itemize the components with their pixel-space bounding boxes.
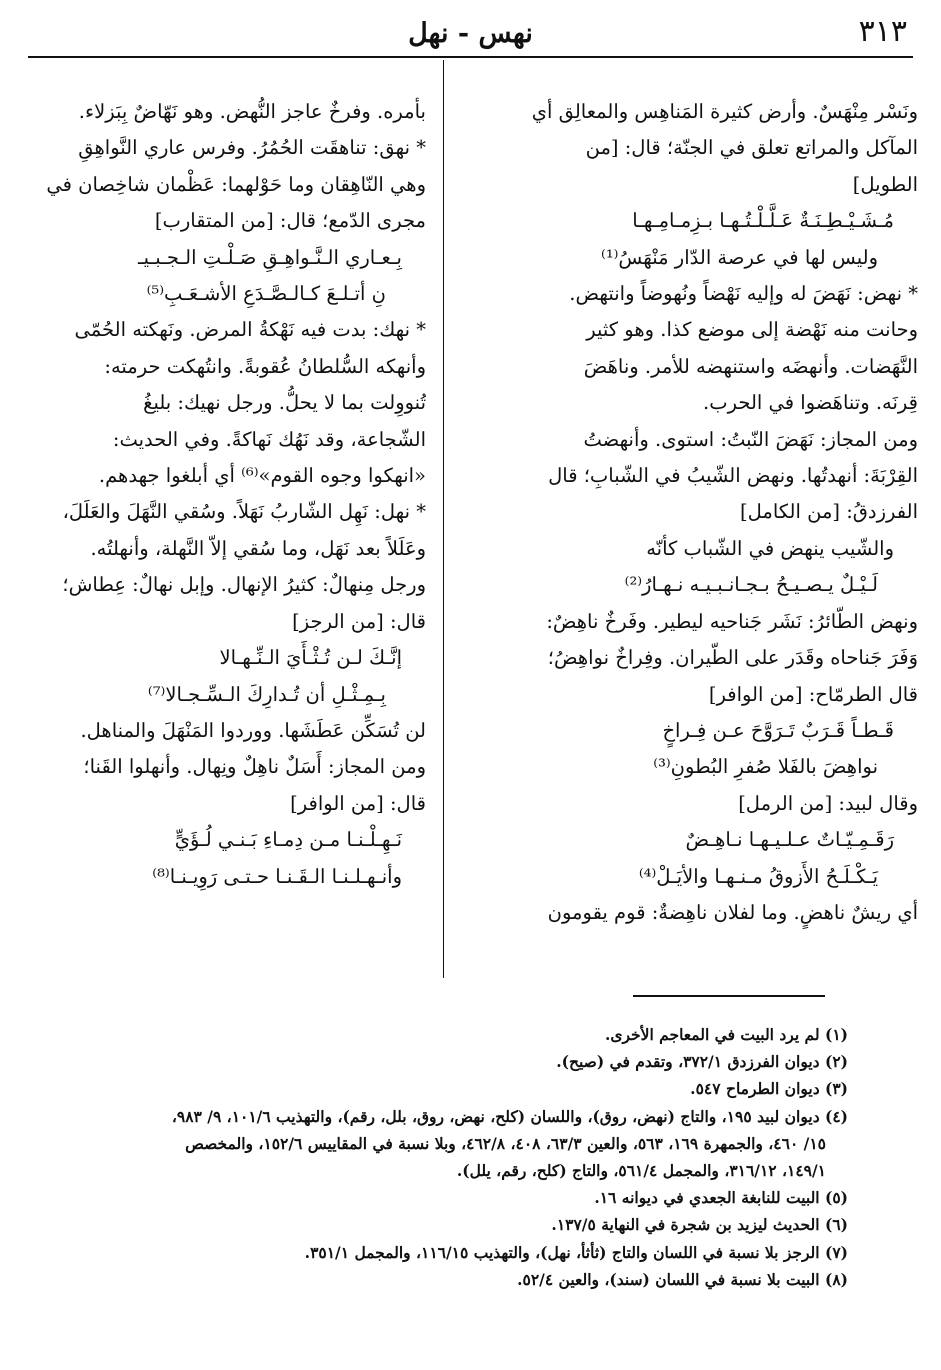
text-line: وعَلَلاً بعد نَهَل، وما سُقي إلاّ النَّهلة، وأنهلتُه. <box>90 536 426 560</box>
verse-line: يَـكْـلَـحُ الأَزوقُ مـنـهـا والأيَـلْ⁽⁴⁾ <box>638 864 878 888</box>
verse-line: قَـطـاً قَـرَبٌ تَـرَوَّحَ عـن فِـراخٍ <box>662 718 894 742</box>
text-line: * نهك: بدت فيه نَهْكةُ المرض. ونَهكته الحُمّى <box>74 318 426 342</box>
footnote: (٧) الرجز بلا نسبة في اللسان والتاج (ثأثأ، نهل)، والتهذيب ١١٦/١٥، والمجمل ٣٥١/١. <box>304 1242 848 1262</box>
verse-line: إنَّـكَ لـن تُـثْـأَيَ الـنِّـهـالا <box>219 646 402 670</box>
footnote: (٢) ديوان الفرزدق ٣٧٢/١، وتقدم في (صيح). <box>556 1052 848 1072</box>
left-column <box>46 94 426 895</box>
footnote: (٤) ديوان لبيد ١٩٥، والتاج (نهض، روق)، واللسان (كلح، نهض، روق، بلل، رقم)، والتهذيب ١٠١/٦، ٩/ ٩٨٣، <box>171 1106 848 1126</box>
text-line: قال الطرمّاح: [من الوافر] <box>708 682 918 706</box>
verse-line: لَـيْـلٌ يـصـيـحُ بـجـانـبـيـه نـهـارُ⁽²⁾ <box>624 573 878 597</box>
text-line: مجرى الدّمع؛ قال: [من المتقارب] <box>154 209 426 233</box>
text-line: تُنووِلت بما لا يحلُّ. ورجل نهيك: بليغُ <box>143 391 426 415</box>
text-line: وهي النّاهِقان وما حَوْلهما: عَظْمان شاخِصان في <box>46 172 426 196</box>
header-rule <box>28 56 913 58</box>
verse-line: نواهِضَ بالفَلا صُفرِ البُطونِ⁽³⁾ <box>653 755 878 779</box>
verse-line: وليس لها في عرصة الدّار مَنْهَسُ⁽¹⁾ <box>601 245 878 269</box>
text-line: ومن المجاز: نَهَضَ النّبتُ: استوى. وأنهضتُ <box>583 427 918 451</box>
text-line: * نهل: نَهِل الشّاربُ نَهَلاً. وسُقي النَّهَلَ والعَلَلَ، <box>62 500 426 524</box>
text-line: بأمره. وفرخٌ عاجز النُّهض. وهو نَهّاضٌ بِبَزلاء. <box>78 100 426 123</box>
text-line: الطويل] <box>852 172 918 196</box>
text-line: الفرزدقُ: [من الكامل] <box>740 500 918 524</box>
right-column <box>458 94 918 931</box>
text-line: وَفَرَ جَناحاه وقَدَر على الطّيران. وفِراخٌ نواهِضُ؛ <box>547 646 918 670</box>
footnote: (١) لم يرد البيت في المعاجم الأخرى. <box>604 1025 848 1044</box>
verse-line: نَـهِـلْـنـا مـن دِمـاءِ بَـنـي لُـؤَيٍّ <box>174 828 402 852</box>
footnote: (٨) البيت بلا نسبة في اللسان (سند)، والعين ٥٢/٤. <box>517 1269 848 1289</box>
verse-line: وأنـهـلـنـا الـقَـنـا حـتـى رَوِيـنـا⁽⁸⁾ <box>152 864 402 888</box>
footnote-continuation: ١٤٩/١، ٣١٦/١٢، والمجمل ٥٦١/٤، والتاج (كلح، رقم، يلل). <box>456 1161 826 1181</box>
text-line: لن تُسَكِّن عَطَشَها. ووردوا المَنْهَلَ والمناهل. <box>80 718 426 742</box>
page-number: ٣١٣ <box>858 14 907 49</box>
verse-line: نِ أتـلـعَ كـالـصَّـدَعِ الأشـعَـبِ⁽⁵⁾ <box>146 282 386 306</box>
text-line: قال: [من الرجز] <box>292 609 426 633</box>
footnote: (٦) الحديث ليزيد بن شجرة في النهاية ١٣٧/٥. <box>551 1215 848 1235</box>
text-line: وقال لبيد: [من الرمل] <box>738 791 918 815</box>
text-line: * نهق: تناهقَت الحُمُرُ. وفرس عاري النَّواهِقِ <box>78 136 426 160</box>
text-line: قال: [من الوافر] <box>290 791 426 815</box>
text-line: ونهض الطّائرُ: نَشَر جَناحيه ليطير. وفَرخٌ ناهِضٌ: <box>546 609 918 633</box>
text-line: ومن المجاز: أَسَلٌ ناهِلٌ ونِهال. وأنهلوا القَنا؛ <box>83 755 426 779</box>
verse-line: والشّيب ينهض في الشّباب كأنّه <box>646 536 894 560</box>
text-line: ورجل مِنهالٌ: كثيرُ الإنهال. وإبل نهالٌ: عِطاش؛ <box>62 573 426 597</box>
text-line: قِرنَه. وتناهَضوا في الحرب. <box>703 391 918 415</box>
footnote: (٣) ديوان الطرماح ٥٤٧. <box>690 1079 848 1099</box>
text-line: القِرْبَةَ: أنهدتُها. ونهض الشّيبُ في الشّبابِ؛ قال <box>548 464 918 488</box>
footnote-separator <box>633 995 825 997</box>
footnote-continuation: ١٥/ ٤٦٠، والجمهرة ١٦٩، ٥٦٣، والعين ٦٣/٣، ٤٠٨، ٤٦٢/٨، وبلا نسبة في المقاييس ١٥٢/٦، والمخصص <box>185 1133 826 1153</box>
footnote: (٥) البيت للنابغة الجعدي في ديوانه ١٦. <box>594 1188 848 1208</box>
text-line: المآكل والمراتع تعلق في الجنّة؛ قال: [من <box>585 136 918 160</box>
page-title: نهس - نهل <box>408 18 533 49</box>
text-line: الشّجاعة، وقد نَهُك نَهاكةً. وفي الحديث: <box>112 427 426 451</box>
text-line: «انهكوا وجوه القوم»⁽⁶⁾ أي أبلغوا جهدهم. <box>98 464 426 488</box>
text-line: وحانت منه نَهْضة إلى موضع كذا. وهو كثير <box>586 318 918 342</box>
text-line: ونَسْر مِنْهَسٌ. وأرض كثيرة المَناهِس والمعالِق أي <box>531 100 918 123</box>
column-divider <box>443 60 444 978</box>
text-line: * نهض: نَهَضَ له وإليه نَهْضاً ونُهوضاً وانتهض. <box>569 282 918 306</box>
verse-line: رَقَـمِـيّـاتٌ عـلـيـهـا نـاهِـضٌ <box>685 828 894 852</box>
text-line: أي ريشٌ ناهضٍ. وما لفلان ناهِضةٌ: قوم يقومون <box>547 900 918 924</box>
verse-line: بِـمِـثْـلِ أن تُـدارِكَ الـسِّـجـالا⁽⁷⁾ <box>147 682 386 706</box>
page-header <box>28 10 913 58</box>
verse-line: بِـعـاري الـنَّـواهِـقِ صَـلْـتِ الـجـبـيـ <box>137 245 402 269</box>
verse-line: مُـشَـيْـطِـنَـةٌ عَـلَّـلْـتُـهـا بـزِمـامِـهـا <box>632 209 894 233</box>
text-line: النَّهَضات. وأنهضَه واستنهضه للأمر. وناهَضَ <box>583 354 918 378</box>
footnotes <box>38 1021 848 1293</box>
text-line: وأنهكه السُّلطانُ عُقوبةً. وانتُهكت حرمته: <box>104 354 426 378</box>
